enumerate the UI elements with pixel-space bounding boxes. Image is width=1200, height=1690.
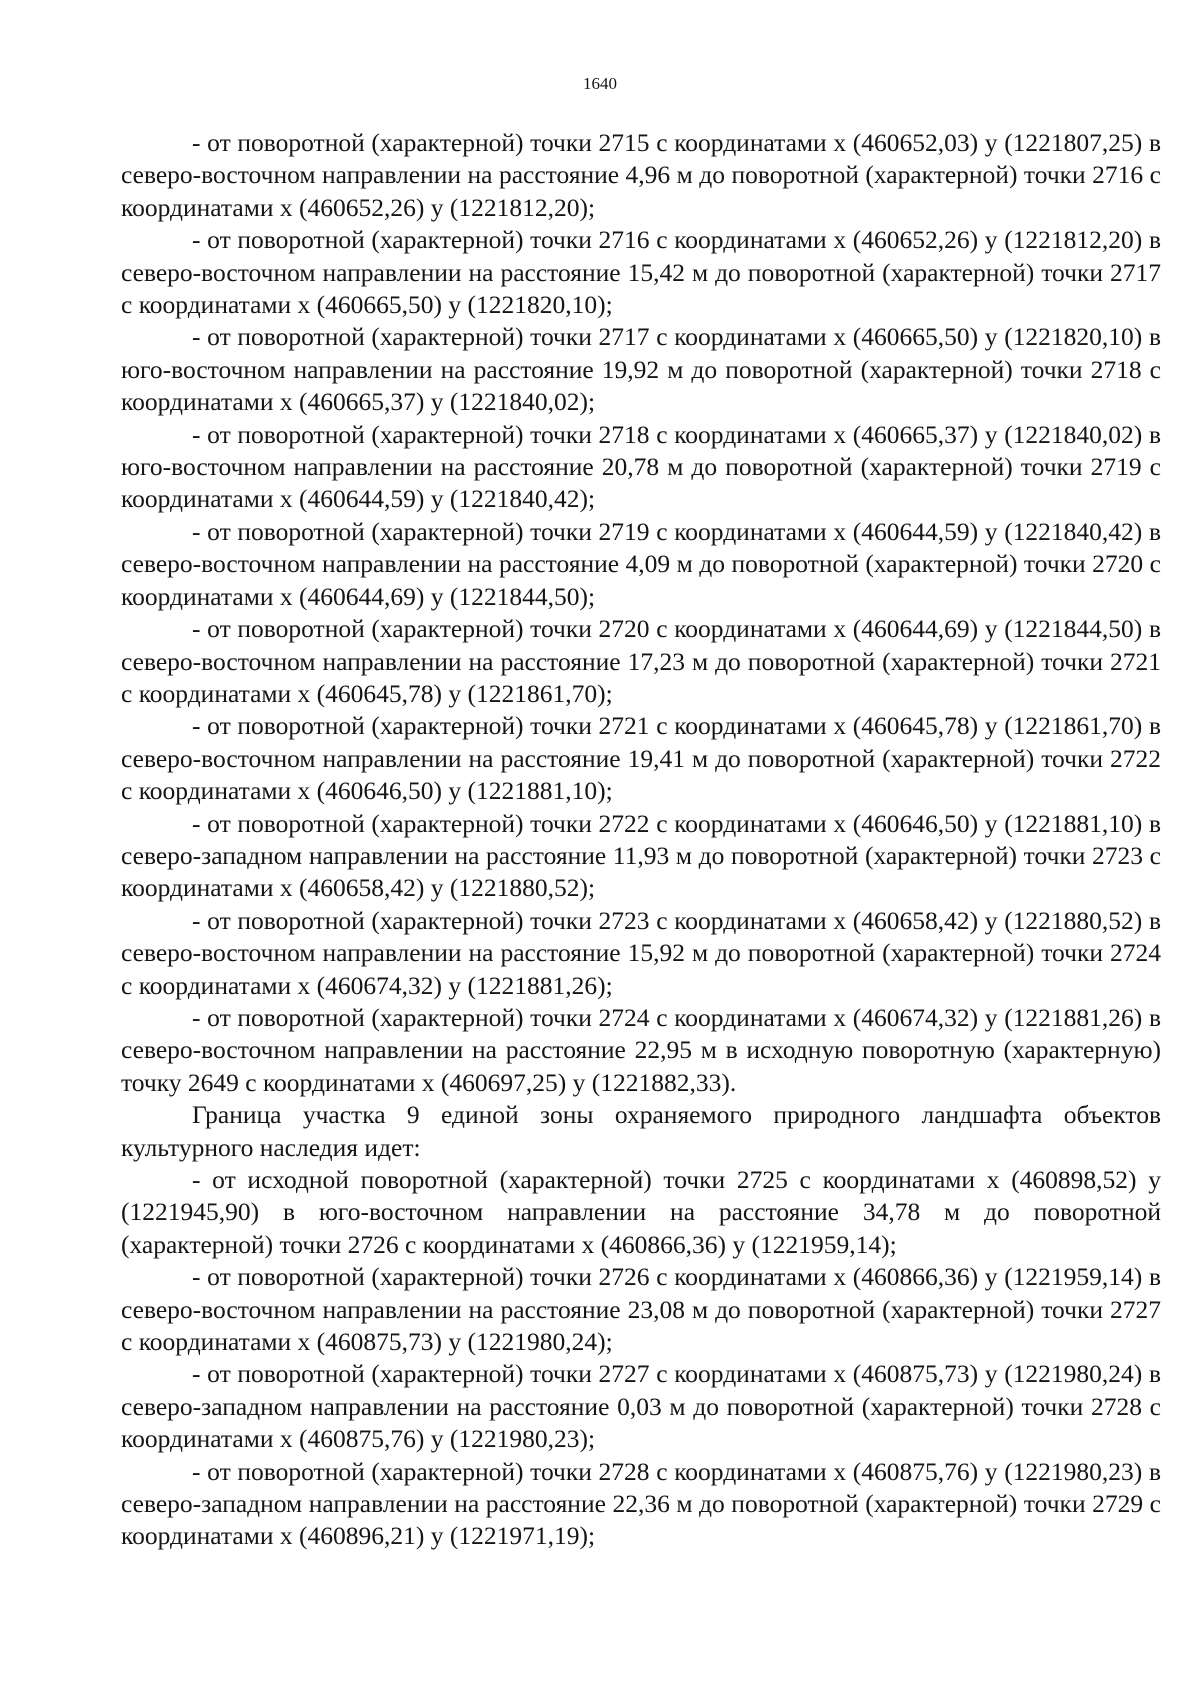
paragraph: - от исходной поворотной (характерной) точки 2725 с координатами x (460898,52) y (1221945,90) в юго-восточном направлении на расстояние 34,78 м до поворотной (характерной) точки 2726 с координатами x (460866,36) y (1221959,14); (121, 1165, 1161, 1259)
paragraph: - от поворотной (характерной) точки 2726 с координатами x (460866,36) y (1221959,14) в северо-восточном направлении на расстояние 23,08 м до поворотной (характерной) точки 2727 с координатами x (460875,73) y (1221980,24); (121, 1262, 1161, 1357)
paragraph: - от поворотной (характерной) точки 2723 с координатами x (460658,42) y (1221880,52) в северо-восточном направлении на расстояние 15,92 м до поворотной (характерной) точки 2724 с координатами x (460674,32) y (1221881,26); (121, 905, 1161, 1000)
paragraph: - от поворотной (характерной) точки 2721 с координатами x (460645,78) y (1221861,70) в северо-восточном направлении на расстояние 19,41 м до поворотной (характерной) точки 2722 с координатами x (460646,50) y (1221881,10); (121, 711, 1161, 806)
section-heading-paragraph: Граница участка 9 единой зоны охраняемого природного ландшафта объектов культурного наследия идет: (121, 1100, 1161, 1162)
paragraph: - от поворотной (характерной) точки 2715 с координатами x (460652,03) y (1221807,25) в северо-восточном направлении на расстояние 4,96 м до поворотной (характерной) точки 2716 с координатами x (460652,26) y (1221812,20); (121, 128, 1161, 222)
paragraph: - от поворотной (характерной) точки 2720 с координатами x (460644,69) y (1221844,50) в северо-восточном направлении на расстояние 17,23 м до поворотной (характерной) точки 2721 с координатами x (460645,78) y (1221861,70); (121, 614, 1161, 708)
paragraph: - от поворотной (характерной) точки 2716 с координатами x (460652,26) y (1221812,20) в северо-восточном направлении на расстояние 15,42 м до поворотной (характерной) точки 2717 с координатами x (460665,50) y (1221820,10); (121, 225, 1161, 320)
paragraph: - от поворотной (характерной) точки 2717 с координатами x (460665,50) y (1221820,10) в юго-восточном направлении на расстояние 19,92 м до поворотной (характерной) точки 2718 с координатами x (460665,37) y (1221840,02); (121, 322, 1161, 417)
paragraph: - от поворотной (характерной) точки 2719 с координатами x (460644,59) y (1221840,42) в северо-восточном направлении на расстояние 4,09 м до поворотной (характерной) точки 2720 с координатами x (460644,69) y (1221844,50); (121, 516, 1161, 611)
paragraph: - от поворотной (характерной) точки 2728 с координатами x (460875,76) y (1221980,23) в северо-западном направлении на расстояние 22,36 м до поворотной (характерной) точки 2729 с координатами x (460896,21) y (1221971,19); (121, 1456, 1161, 1551)
page-number: 1640 (583, 74, 617, 93)
paragraph: - от поворотной (характерной) точки 2727 с координатами x (460875,73) y (1221980,24) в северо-западном направлении на расстояние 0,03 м до поворотной (характерной) точки 2728 с координатами x (460875,76) y (1221980,23); (121, 1359, 1161, 1454)
paragraph: - от поворотной (характерной) точки 2722 с координатами x (460646,50) y (1221881,10) в северо-западном направлении на расстояние 11,93 м до поворотной (характерной) точки 2723 с координатами x (460658,42) y (1221880,52); (121, 808, 1161, 903)
paragraph: - от поворотной (характерной) точки 2724 с координатами x (460674,32) y (1221881,26) в северо-восточном направлении на расстояние 22,95 м в исходную поворотную (характерную) точку 2649 с координатами x (460697,25) y (1221882,33). (121, 1002, 1161, 1097)
paragraph: - от поворотной (характерной) точки 2718 с координатами x (460665,37) y (1221840,02) в юго-восточном направлении на расстояние 20,78 м до поворотной (характерной) точки 2719 с координатами x (460644,59) y (1221840,42); (121, 419, 1161, 514)
document-body (121, 127, 1161, 1553)
